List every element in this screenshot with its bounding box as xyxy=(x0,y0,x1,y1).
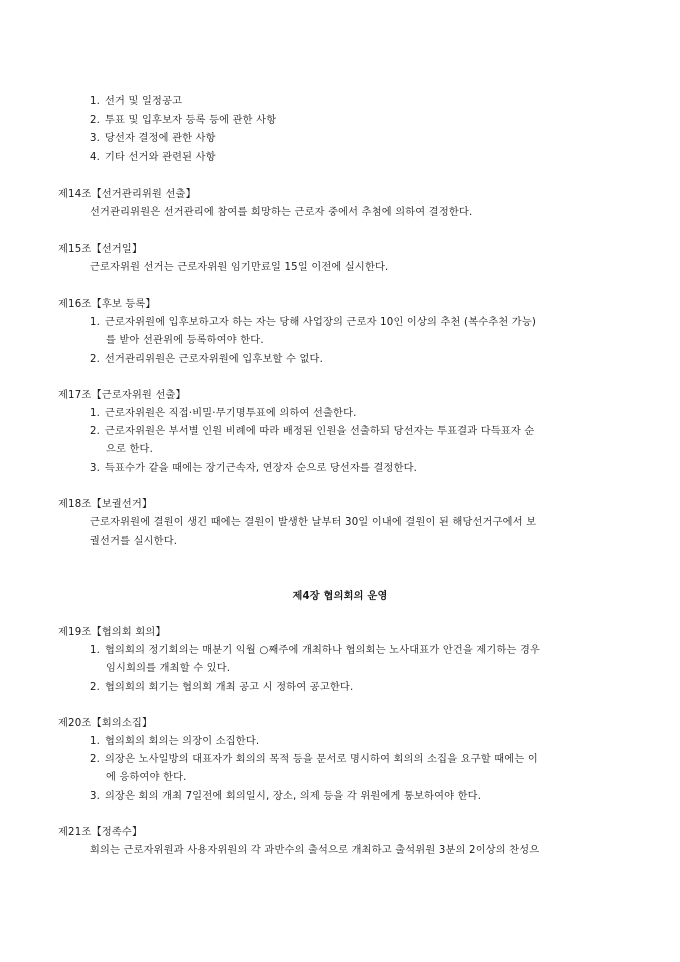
article-20-item-3: 3. 의장은 회의 개최 7일전에 회의일시, 장소, 의제 등을 각 위원에게 통보하여야 한다. xyxy=(90,791,482,802)
article-18-heading: 제18조【보궐선거】 xyxy=(58,499,153,510)
list-item: 3. 당선자 결정에 관한 사항 xyxy=(90,133,216,144)
article-17-item-2-cont: 으로 한다. xyxy=(106,444,154,455)
chapter-4-title: 제4장 협의회의 운영 xyxy=(292,591,388,602)
article-15-body: 근로자위원 선거는 근로자위원 임기만료일 15일 이전에 실시한다. xyxy=(90,262,389,273)
article-21-body: 회의는 근로자위원과 사용자위원의 각 과반수의 출석으로 개최하고 출석위원 3분의 2이상의 찬성으 xyxy=(90,845,540,856)
article-17-item-3: 3. 득표수가 같을 때에는 장기근속자, 연장자 순으로 당선자를 결정한다. xyxy=(90,463,418,474)
article-20-item-1: 1. 협의회의 회의는 의장이 소집한다. xyxy=(90,736,260,747)
article-16-item-1-cont: 를 받아 선관위에 등록하여야 한다. xyxy=(106,335,264,346)
article-16-item-2: 2. 선거관리위원은 근로자위원에 입후보할 수 없다. xyxy=(90,354,324,365)
article-20-item-2-cont: 에 응하여야 한다. xyxy=(106,772,187,783)
article-20-heading: 제20조【회의소집】 xyxy=(58,718,153,729)
article-17-item-2: 2. 근로자위원은 부서별 인원 비례에 따라 배정된 인원을 선출하되 당선자는 투표결과 다득표자 순 xyxy=(90,426,535,437)
list-item: 4. 기타 선거와 관련된 사항 xyxy=(90,152,216,163)
list-item: 1. 선거 및 일정공고 xyxy=(90,96,183,107)
article-15-heading: 제15조【선거일】 xyxy=(58,244,143,255)
article-21-heading: 제21조【정족수】 xyxy=(58,827,143,838)
list-item: 2. 투표 및 입후보자 등록 등에 관한 사항 xyxy=(90,115,277,126)
article-16-heading: 제16조【후보 등록】 xyxy=(58,299,156,310)
article-17-heading: 제17조【근로자위원 선출】 xyxy=(58,390,186,401)
article-18-body-cont: 궐선거를 실시한다. xyxy=(90,536,178,547)
article-19-heading: 제19조【협의회 회의】 xyxy=(58,627,166,638)
article-18-body: 근로자위원에 결원이 생긴 때에는 결원이 발생한 날부터 30일 이내에 결원이 된 해당선거구에서 보 xyxy=(90,517,537,528)
article-20-item-2: 2. 의장은 노사일방의 대표자가 회의의 목적 등을 문서로 명시하여 회의의 소집을 요구할 때에는 이 xyxy=(90,754,538,765)
article-19-item-2: 2. 협의회의 회기는 협의회 개최 공고 시 정하여 공고한다. xyxy=(90,682,354,693)
article-19-item-1-cont: 임시회의를 개최할 수 있다. xyxy=(106,663,231,674)
article-16-item-1: 1. 근로자위원에 입후보하고자 하는 자는 당해 사업장의 근로자 10인 이상의 추천 (복수추천 가능) xyxy=(90,317,537,328)
article-14-heading: 제14조【선거관리위원 선출】 xyxy=(58,189,196,200)
article-17-item-1: 1. 근로자위원은 직접·비밀·무기명투표에 의하여 선출한다. xyxy=(90,408,357,419)
article-19-item-1: 1. 협의회의 정기회의는 매분기 익월 ○째주에 개최하나 협의회는 노사대표가 안건을 제기하는 경우 xyxy=(90,645,541,656)
article-14-body: 선거관리위원은 선거관리에 참여를 희망하는 근로자 중에서 추첨에 의하여 결정한다. xyxy=(90,207,473,218)
